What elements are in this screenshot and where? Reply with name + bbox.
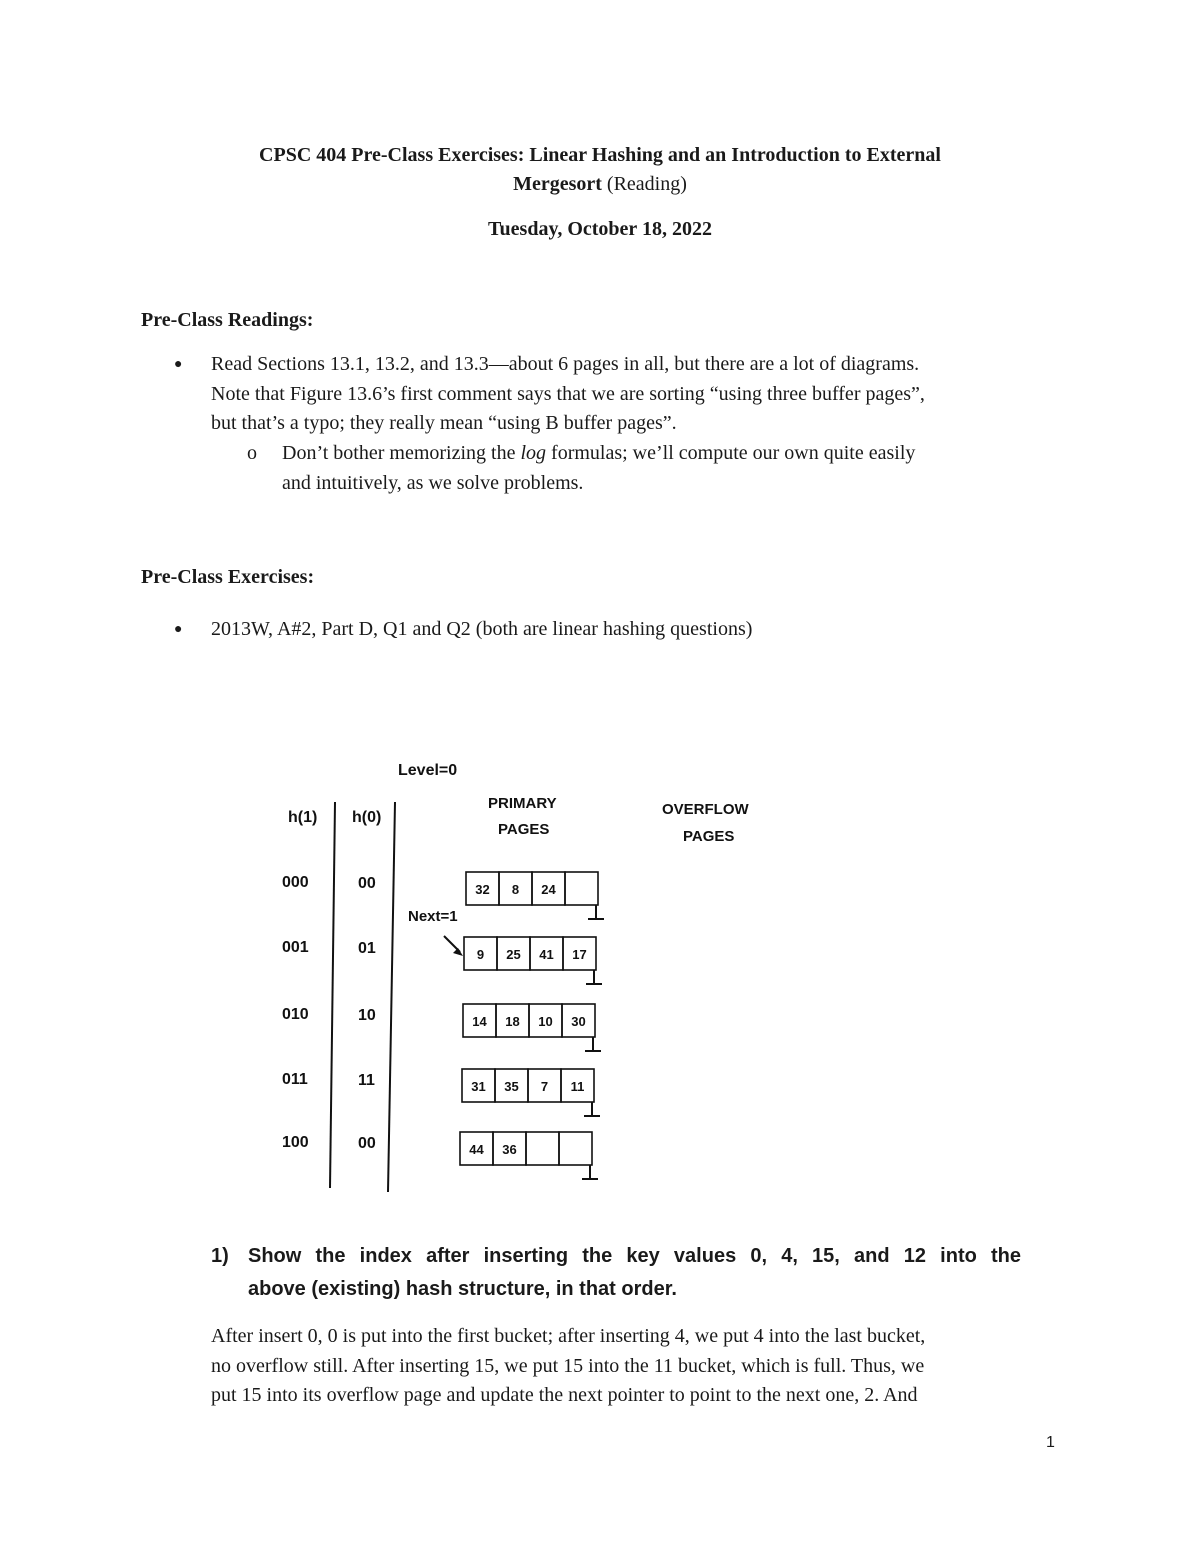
sub-line1-post: formulas; we’ll compute our own quite easily [546, 442, 916, 464]
bucket-key: 32 [475, 882, 490, 897]
bullet-icon: ● [174, 622, 183, 637]
doc-title-reading: (Reading) [601, 173, 687, 195]
bucket-key: 41 [539, 947, 554, 962]
sub-line1-pre: Don’t bother memorizing the [282, 442, 521, 464]
bucket-row [282, 1069, 600, 1116]
bucket-key: 36 [502, 1142, 517, 1157]
bucket-key: 18 [505, 1014, 520, 1029]
doc-title-line1: CPSC 404 Pre-Class Exercises: Linear Hashing and an Introduction to External [259, 144, 941, 166]
bucket-key: 24 [541, 882, 556, 897]
bucket-key: 10 [538, 1014, 553, 1029]
h0-value: 01 [358, 940, 376, 957]
h1-value: 100 [282, 1134, 309, 1151]
column-divider-2 [388, 802, 395, 1192]
doc-title-line2 [0, 173, 1200, 196]
exercises-bullet1: 2013W, A#2, Part D, Q1 and Q2 (both are linear hashing questions) [211, 618, 753, 640]
column-divider-1 [330, 802, 335, 1188]
answer-line3: put 15 into its overflow page and update the next pointer to point to the next one, 2. And [211, 1384, 918, 1406]
bucket-key: 8 [511, 882, 520, 897]
h1-header: h(1) [288, 809, 318, 826]
readings-heading: Pre-Class Readings: [141, 309, 314, 331]
bucket-key: 31 [471, 1079, 486, 1094]
exercises-heading: Pre-Class Exercises: [141, 566, 315, 588]
bucket-key: 17 [572, 947, 587, 962]
readings-sub-line2: and intuitively, as we solve problems. [282, 472, 584, 494]
bucket-cell [565, 872, 598, 905]
h1-value: 000 [282, 874, 309, 891]
next-label: Next=1 [408, 908, 458, 925]
bullet-icon: ● [174, 357, 183, 372]
h0-value: 00 [358, 1135, 376, 1152]
bucket-row [282, 937, 602, 984]
sub-bullet-marker: o [247, 442, 257, 464]
readings-bullet-line2: Note that Figure 13.6’s first comment says that we are sorting “using three buffer pages”, [211, 383, 925, 405]
linear-hashing-diagram [270, 750, 810, 1200]
overflow-pages-line1: OVERFLOW [662, 801, 749, 818]
question-1-line2: above (existing) hash structure, in that order. [248, 1278, 677, 1300]
question-1-line1: Show the index after inserting the key values 0, 4, 15, and 12 into the [248, 1245, 1021, 1267]
h1-value: 010 [282, 1006, 309, 1023]
question-1 [211, 1240, 1021, 1306]
h1-value: 011 [282, 1071, 308, 1088]
bucket-key: 9 [476, 947, 485, 962]
h0-value: 00 [358, 875, 376, 892]
bucket-key: 25 [506, 947, 521, 962]
h0-header: h(0) [352, 809, 382, 826]
readings-bullet-line3: but that’s a typo; they really mean “using B buffer pages”. [211, 412, 677, 434]
bucket-key: 14 [472, 1014, 487, 1029]
next-pointer-arrowhead [453, 948, 463, 956]
overflow-pages-line2: PAGES [683, 828, 735, 845]
bucket-key: 35 [504, 1079, 519, 1094]
primary-pages-line2: PAGES [498, 821, 550, 838]
bucket-key: 44 [469, 1142, 484, 1157]
bucket-key: 30 [571, 1014, 586, 1029]
level-label: Level=0 [398, 762, 458, 779]
readings-bullet-line1: Read Sections 13.1, 13.2, and 13.3—about 6 pages in all, but there are a lot of diagrams. [211, 353, 920, 375]
bucket-cell [559, 1132, 592, 1165]
answer-line1: After insert 0, 0 is put into the first bucket; after inserting 4, we put 4 into the last bucket, [211, 1325, 926, 1347]
doc-title-mergesort: Mergesort [513, 173, 602, 195]
bucket-key: 11 [570, 1079, 585, 1094]
h1-value: 001 [282, 939, 309, 956]
answer-paragraph [211, 1322, 1051, 1411]
bucket-row [282, 1004, 601, 1051]
doc-date: Tuesday, October 18, 2022 [488, 218, 712, 240]
bucket-key: 7 [540, 1079, 549, 1094]
readings-sub-line1 [282, 439, 915, 469]
bucket-cell [526, 1132, 559, 1165]
h0-value: 11 [358, 1072, 375, 1089]
primary-pages-line1: PRIMARY [488, 795, 557, 812]
h0-value: 10 [358, 1007, 376, 1024]
question-1-number: 1) [211, 1245, 229, 1267]
page-number: 1 [1046, 1434, 1055, 1451]
answer-line2: no overflow still. After inserting 15, we put 15 into the 11 bucket, which is full. Thus, we [211, 1354, 925, 1377]
sub-line1-log: log [520, 442, 547, 464]
